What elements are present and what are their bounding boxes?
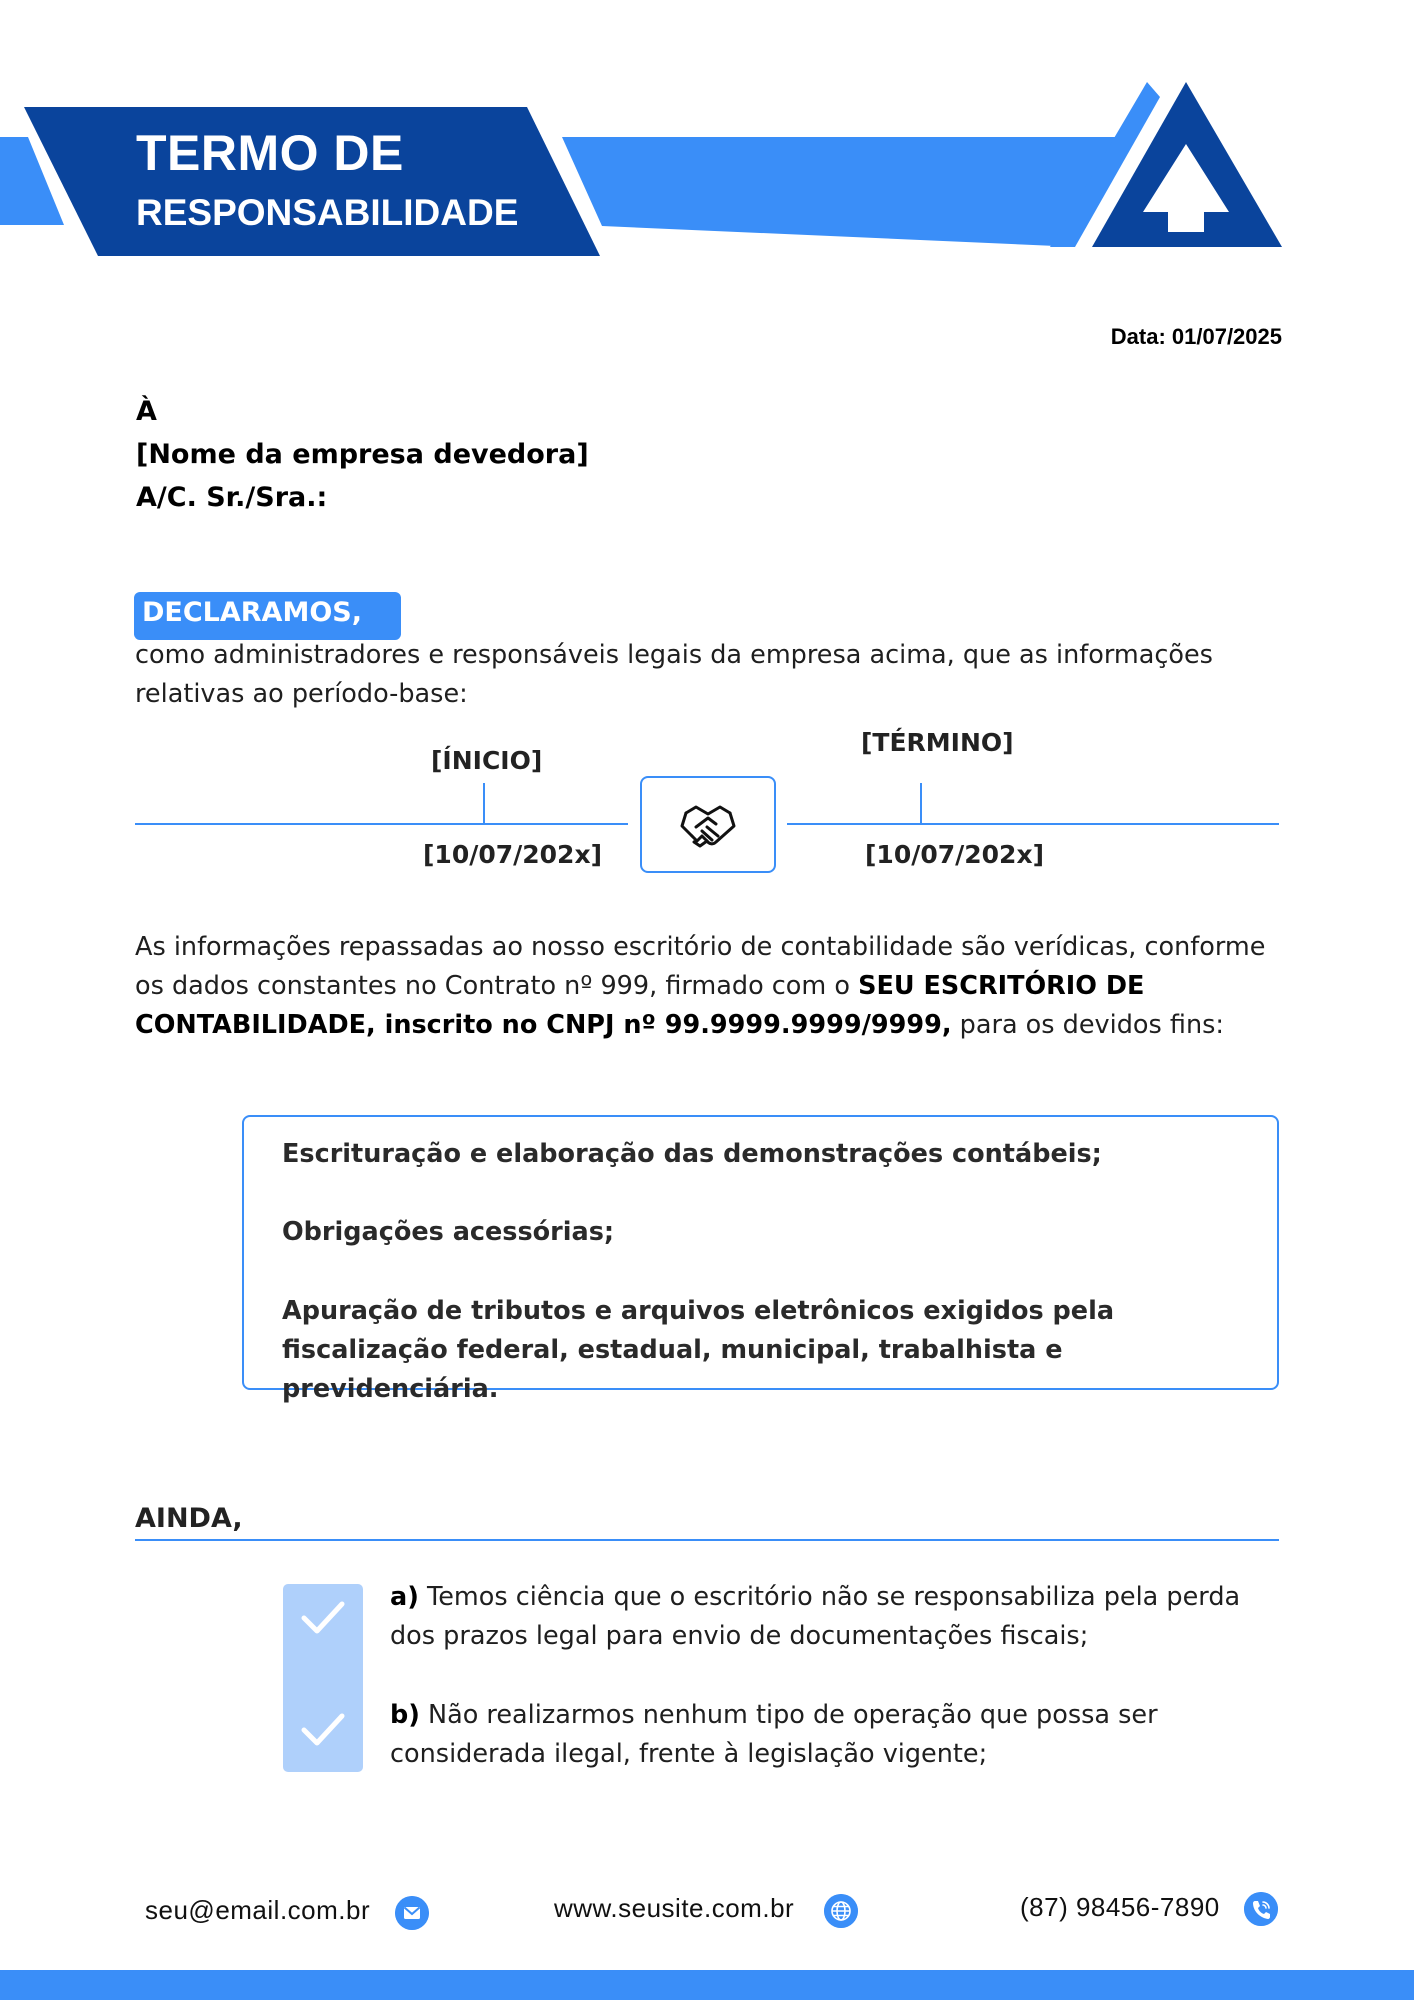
timeline-line-left	[135, 823, 628, 825]
check-icon	[300, 1598, 346, 1638]
info-paragraph	[135, 928, 1285, 1045]
address-company-name: [Nome da empresa devedora]	[136, 439, 589, 470]
ainda-item-b	[390, 1696, 1280, 1774]
phone-icon	[1244, 1892, 1278, 1926]
purpose-item: Apuração de tributos e arquivos eletrônicos exigidos pela fiscalização federal, estadual, municipal, trabalhista e previdenciária.	[282, 1296, 1115, 1404]
timeline-start-date: [10/07/202x]	[423, 840, 603, 869]
handshake-icon	[642, 778, 774, 871]
declaration-text: como administradores e responsáveis legais da empresa acima, que as informações relativas ao período-base:	[135, 640, 1213, 709]
timeline-end-label: [TÉRMINO]	[861, 728, 1014, 757]
address-attention: A/C. Sr./Sra.:	[136, 482, 328, 513]
declaration-badge: DECLARAMOS,	[134, 592, 401, 640]
footer-bar	[0, 1970, 1414, 2000]
check-icon	[300, 1710, 346, 1750]
email-icon	[395, 1896, 429, 1930]
document-title-line2: RESPONSABILIDADE	[136, 192, 519, 233]
info-paragraph-bold: SEU ESCRITÓRIO DE CONTABILIDADE, inscrito no CNPJ nº 99.9999.9999/9999,	[135, 971, 1145, 1040]
ainda-item-text: Não realizarmos nenhum tipo de operação que possa ser considerada ilegal, frente à legislação vigente;	[390, 1700, 1158, 1769]
purpose-item: Obrigações acessórias;	[282, 1217, 615, 1247]
handshake-box	[640, 776, 776, 873]
ainda-divider	[135, 1539, 1279, 1541]
info-paragraph-text: As informações repassadas ao nosso escritório de contabilidade são verídicas, conforme os dados constantes no Contrato nº 999, firmado com o	[135, 932, 1266, 1001]
footer-email[interactable]: seu@email.com.br	[145, 1895, 371, 1925]
footer-website[interactable]: www.seusite.com.br	[554, 1893, 795, 1923]
footer-phone[interactable]: (87) 98456-7890	[1020, 1892, 1220, 1922]
timeline-line-right	[787, 823, 1279, 825]
document-date: Data: 01/07/2025	[1110, 324, 1282, 349]
globe-icon	[824, 1894, 858, 1928]
ainda-item-a	[390, 1578, 1280, 1656]
purpose-item: Escrituração e elaboração das demonstrações contábeis;	[282, 1139, 1102, 1169]
address-line-1: À	[136, 396, 157, 427]
ainda-item-letter: b)	[390, 1700, 420, 1730]
timeline-end-date: [10/07/202x]	[865, 840, 1045, 869]
timeline-start-tick	[483, 783, 485, 823]
ainda-item-text: Temos ciência que o escritório não se responsabiliza pela perda dos prazos legal para envio de documentações fiscais;	[390, 1582, 1241, 1651]
ainda-item-letter: a)	[390, 1582, 419, 1612]
timeline-end-tick	[920, 783, 922, 823]
timeline-start-label: [ÍNICIO]	[431, 746, 543, 775]
ainda-heading: AINDA,	[135, 1503, 243, 1534]
document-title-line1: TERMO DE	[136, 125, 404, 181]
info-paragraph-end: para os devidos fins:	[951, 1010, 1225, 1040]
